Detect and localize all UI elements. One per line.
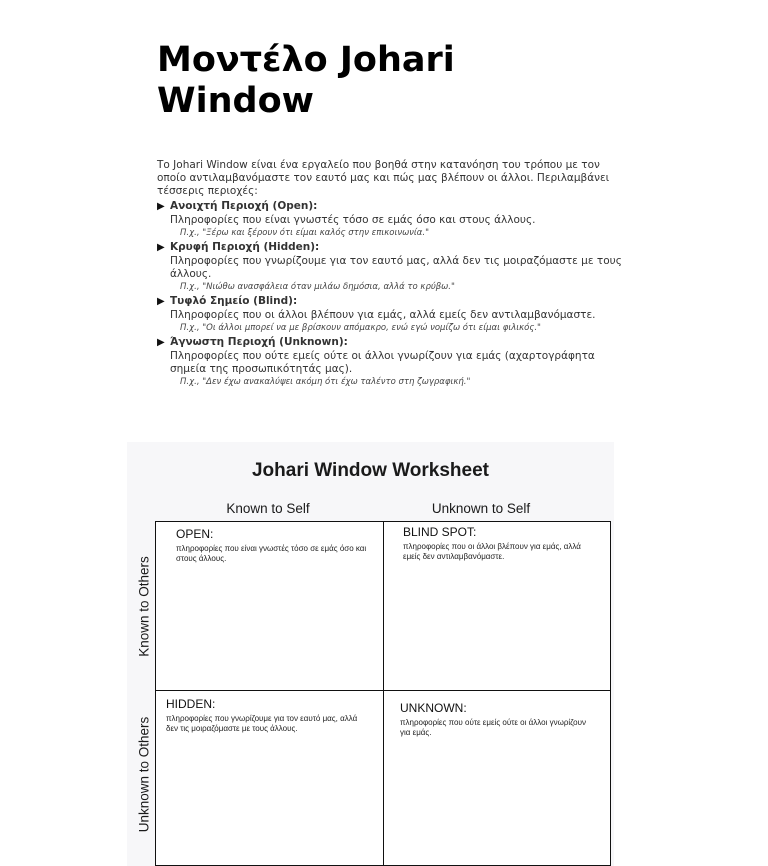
quadrant-label: BLIND SPOT:: [403, 525, 477, 539]
row-header-unknown-to-others: Unknown to Others: [136, 716, 152, 833]
item-title: Κρυφή Περιοχή (Hidden):: [170, 241, 320, 253]
list-item-unknown: [157, 336, 627, 388]
quadrant-label: OPEN:: [176, 527, 214, 541]
document-body: [157, 159, 627, 388]
item-title: Ανοιχτή Περιοχή (Open):: [170, 200, 318, 212]
column-header-known-to-self: Known to Self: [226, 501, 310, 516]
quadrant-hidden: [166, 697, 361, 734]
item-title: Άγνωστη Περιοχή (Unknown):: [170, 336, 348, 348]
quadrant-text: πληροφορίες που γνωρίζουμε για τον εαυτό μας, αλλά δεν τις μοιραζόμαστε με τους άλλους.: [166, 714, 358, 733]
column-header-unknown-to-self: Unknown to Self: [431, 501, 531, 516]
quadrant-text: πληροφορίες που οι άλλοι βλέπουν για εμάς, αλλά εμείς δεν αντιλαμβανόμαστε.: [403, 542, 581, 561]
list-item-hidden: [157, 241, 627, 293]
item-example: Π.χ., "Οι άλλοι μπορεί να με βρίσκουν απόμακρο, ενώ εγώ νομίζω ότι είμαι φιλικός.": [180, 323, 541, 333]
item-description: Πληροφορίες που είναι γνωστές τόσο σε εμάς όσο και στους άλλους.: [170, 214, 536, 226]
grid-horizontal-divider: [156, 690, 610, 691]
johari-grid: [155, 521, 611, 866]
bullet-arrow-icon: ▶: [157, 337, 165, 348]
quadrant-unknown: [400, 701, 595, 738]
item-description: Πληροφορίες που οι άλλοι βλέπουν για εμάς, αλλά εμείς δεν αντιλαμβανόμαστε.: [170, 309, 596, 321]
grid-vertical-divider: [383, 522, 384, 865]
johari-worksheet-image: [127, 442, 614, 866]
item-example: Π.χ., "Δεν έχω ανακαλύψει ακόμη ότι έχω ταλέντο στη ζωγραφική.": [180, 377, 471, 387]
worksheet-title: Johari Window Worksheet: [251, 460, 489, 481]
list-item-blind: [157, 295, 627, 334]
quadrant-text: πληροφορίες που ούτε εμείς ούτε οι άλλοι γνωρίζουν για εμάς.: [400, 718, 586, 737]
item-example: Π.χ., "Ξέρω και ξέρουν ότι είμαι καλός στην επικοινωνία.": [180, 228, 430, 238]
quadrant-text: πληροφορίες που είναι γνωστές τόσο σε εμάς όσο και στους άλλους.: [176, 544, 367, 563]
bullet-arrow-icon: ▶: [157, 242, 165, 253]
quadrant-blind-spot: [403, 525, 598, 562]
quadrant-open: [176, 527, 371, 564]
item-description: Πληροφορίες που γνωρίζουμε για τον εαυτό μας, αλλά δεν τις μοιραζόμαστε με τους άλλους.: [170, 255, 622, 280]
list-item-open: [157, 200, 627, 239]
bullet-arrow-icon: ▶: [157, 201, 165, 212]
item-description: Πληροφορίες που ούτε εμείς ούτε οι άλλοι γνωρίζουν για εμάς (αχαρτογράφητα σημεία της προσωπικότητάς μας).: [170, 350, 595, 375]
bullet-arrow-icon: ▶: [157, 296, 165, 307]
item-title: Τυφλό Σημείο (Blind):: [170, 295, 298, 307]
row-header-known-to-others: Known to Others: [136, 556, 152, 657]
quadrant-label: HIDDEN:: [166, 697, 216, 711]
quadrant-label: UNKNOWN:: [400, 701, 467, 715]
page-title: Μοντέλο Johari Window: [157, 40, 455, 121]
item-example: Π.χ., "Νιώθω ανασφάλεια όταν μιλάω δημόσια, αλλά το κρύβω.": [180, 282, 455, 292]
intro-paragraph: Το Johari Window είναι ένα εργαλείο που βοηθά στην κατανόηση του τρόπου με τον οποίο αντιλαμβανόμαστε τον εαυτό μας και πώς μας βλέπουν οι άλλοι. Περιλαμβάνει τέσσερις περιοχές:: [157, 159, 610, 197]
